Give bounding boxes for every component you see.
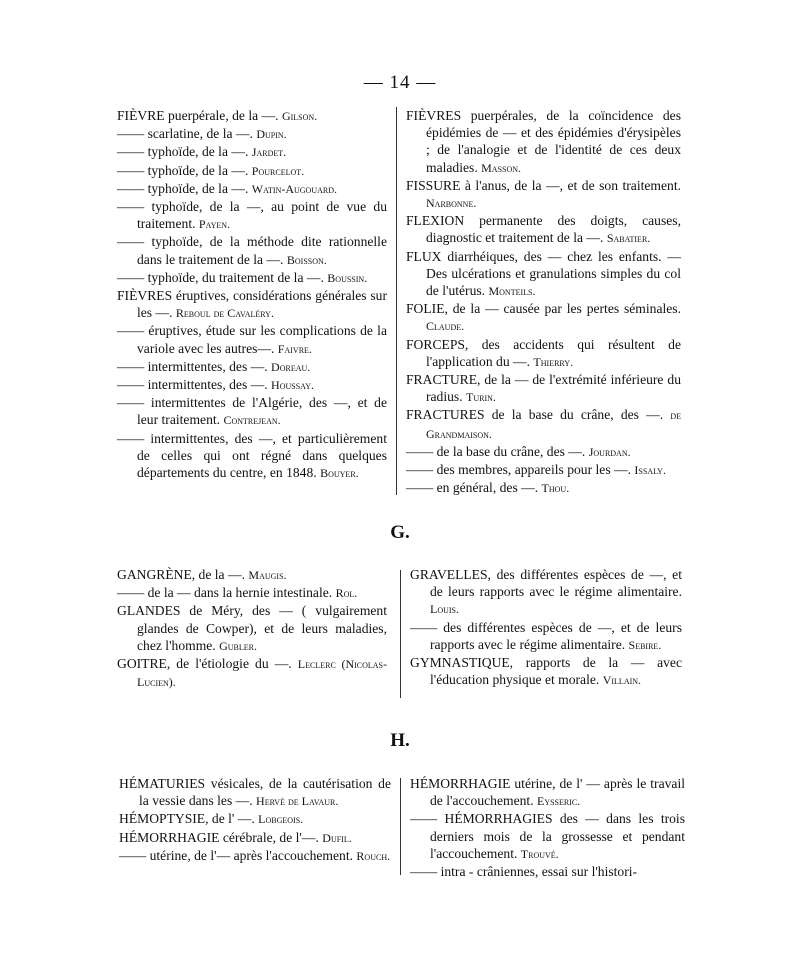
entry-heading: —— intermittentes, des —, et particulièrement de celles qui ont régné dans quelques départements du centre, en 1848. [117,430,387,481]
column-f-right [406,107,681,497]
entry-author: Eysseric. [537,794,581,809]
entry-author: Maugis. [248,568,287,582]
section-letter-h: H. [390,730,410,751]
entry-author: Payen. [198,217,231,232]
entry-author: Thou. [541,481,570,496]
entry-heading: FIÈVRE puerpérale, de la —. [117,108,279,123]
entry-author: Bouyer. [320,466,359,481]
index-entry [117,655,387,691]
index-entry [117,162,387,180]
entry-heading: —— typhoïde, de la —. [117,180,249,196]
entry-heading: —— typhoïde, de la —, au point de vue du traitement. [117,199,387,232]
entry-heading: —— typhoïde, de la méthode dite rationnelle dans le traitement de la —. [117,234,387,267]
entry-author: Trouvé. [520,846,559,861]
entry-heading: —— typhoïde, de la —. [117,162,249,178]
entry-heading: FISSURE à l'anus, de la —, et de son traitement. [406,177,681,193]
entry-heading: —— de la — dans la hernie intestinale. [117,585,333,601]
entry-heading: HÉMATURIES vésicales, de la cautérisation de la vessie dans les —. [119,776,391,809]
entry-heading: —— intermittentes, des —. [117,377,268,393]
entry-author: Villain. [602,673,642,688]
entry-heading: FORCEPS, des accidents qui résultent de l'application du —. [406,336,681,369]
index-entry [406,443,681,461]
index-entry [119,810,391,828]
entry-author: Rol. [335,586,358,601]
entry-author: Masson. [481,160,522,175]
entry-heading: —— intermittentes, des —. [117,358,268,374]
entry-author: Jourdan. [588,444,631,459]
entry-author: Doreau. [271,359,311,374]
entry-author: Issaly. [634,463,666,478]
index-entry [410,566,682,619]
column-g-left [117,566,387,691]
entry-author: Rouch. [356,848,391,863]
index-entry [117,180,387,198]
column-g-right [410,566,682,689]
entry-author: Contrejean. [223,413,281,428]
index-entry [406,479,681,497]
entry-heading: —— éruptives, étude sur les complications de la variole avec les autres—. [117,323,387,356]
entry-heading: GANGRÈNE, de la —. [117,567,245,582]
entry-author: Louis. [430,602,459,617]
entry-author: Dupin. [256,127,287,142]
index-entry [117,269,387,287]
index-entry [406,212,681,247]
entry-author: Boisson. [286,252,327,267]
entry-author: Faivre. [277,341,312,356]
index-entry [406,406,681,442]
entry-heading: GLANDES de Méry, des — ( vulgairement glandes de Cowper), et de leurs maladies, chez l'homme. [117,603,387,653]
column-h-right [410,775,685,880]
index-entry [406,371,681,406]
index-entry [119,847,391,865]
section-letter-g: G. [390,522,410,543]
index-entry [117,394,387,429]
entry-heading: FLEXION permanente des doigts, causes, diagnostic et traitement de la —. [406,213,681,246]
entry-author: Turin. [466,390,496,405]
entry-author: Sebire. [628,637,662,652]
index-entry [406,461,681,479]
index-entry [410,654,682,689]
index-entry [117,322,387,357]
entry-heading: —— typhoïde, du traitement de la —. [117,269,324,285]
entry-author: Jardet. [251,145,287,160]
entry-author: Monteils. [488,284,536,299]
index-entry [410,619,682,654]
entry-heading: GRAVELLES, des différentes espèces de —, et de leurs rapports avec le régime alimentaire. [410,567,682,600]
index-entry [117,602,387,655]
index-entry [117,358,387,376]
entry-heading: FIÈVRES puerpérales, de la coïncidence des épidémies de — et des épidémies d'érysipèles ; de l'analogie et de l'identité de ces deux maladies. [406,108,681,175]
index-entry [119,829,391,847]
column-divider [400,570,401,698]
entry-author: Narbonne. [426,196,477,211]
index-entry [117,584,387,602]
column-divider [400,778,401,875]
entry-heading: FIÈVRES éruptives, considérations générales sur les —. [117,288,387,321]
entry-author: Boussin. [327,270,368,285]
entry-heading: —— HÉMORRHAGIES des — dans les trois derniers mois de la grossesse et pendant l'accouchement. [410,811,685,861]
entry-author: de Grandmaison. [426,408,681,441]
index-entry [410,863,685,880]
entry-heading: —— intermittentes de l'Algérie, des —, et de leur traitement. [117,395,387,428]
entry-heading: —— scarlatine, de la —. [117,126,253,142]
index-entry [117,198,387,233]
page-number: — 14 — [363,72,437,93]
entry-heading: GYMNASTIQUE, rapports de la — avec l'éducation physique et morale. [410,655,682,688]
index-entry [119,775,391,810]
index-entry [117,125,387,143]
entry-heading: FOLIE, de la — causée par les pertes séminales. [406,301,681,317]
entry-heading: HÉMORRHAGIE cérébrale, de l'—. [119,829,319,845]
entry-author: Watin-Augouard. [251,181,338,196]
index-entry [406,300,681,335]
entry-author: Reboul de Cavaléry. [175,306,274,321]
index-entry [410,810,685,863]
entry-heading: GOITRE, de l'étiologie du —. [117,656,292,672]
index-entry [117,566,387,584]
index-entry [406,336,681,371]
index-entry [117,287,387,322]
entry-heading: —— intra - crâniennes, essai sur l'histori- [410,864,638,880]
index-entry [406,248,681,301]
entry-author: Sabatier. [606,231,651,246]
entry-heading: —— en général, des —. [406,480,539,496]
index-entry [406,107,681,177]
column-f-left [117,107,387,482]
column-h-left [119,775,391,865]
entry-heading: —— typhoïde, de la —. [117,144,249,160]
entry-heading: FRACTURES de la base du crâne, des —. [406,407,664,423]
entry-author: Thierry. [533,354,574,369]
entry-heading: HÉMORRHAGIE utérine, de l' — après le travail de l'accouchement. [410,776,685,809]
entry-author: Houssay. [271,378,314,393]
entry-author: Dufil. [322,830,352,845]
entry-heading: FRACTURE, de la — de l'extrémité inférieure du radius. [406,372,681,405]
entry-heading: —— utérine, de l'— après l'accouchement. [119,847,354,863]
entry-author: Lobgeois. [258,812,304,827]
entry-heading: —— des différentes espèces de —, et de leurs rapports avec le régime alimentaire. [410,619,682,652]
index-entry [117,143,387,161]
entry-author: Leclerc (Nicolas-Lucien). [137,657,387,690]
index-entry [117,233,387,268]
index-entry [117,107,387,125]
index-entry [117,430,387,483]
index-entry [117,376,387,394]
entry-author: Gubler. [219,638,257,653]
entry-author: Claude. [426,319,465,334]
entry-author: Gilson. [281,109,318,123]
column-divider [396,107,397,495]
entry-heading: —— de la base du crâne, des —. [406,443,586,459]
index-entry [410,775,685,810]
entry-heading: HÉMOPTYSIE, de l' —. [119,811,255,827]
entry-heading: FLUX diarrhéiques, des — chez les enfants. —Des ulcérations et granulations simples du col de l'utérus. [406,248,681,299]
entry-author: Hervé de Lavaur. [256,794,339,809]
entry-heading: —— des membres, appareils pour les —. [406,462,632,478]
index-entry [406,177,681,212]
entry-author: Pourcelot. [251,163,305,178]
